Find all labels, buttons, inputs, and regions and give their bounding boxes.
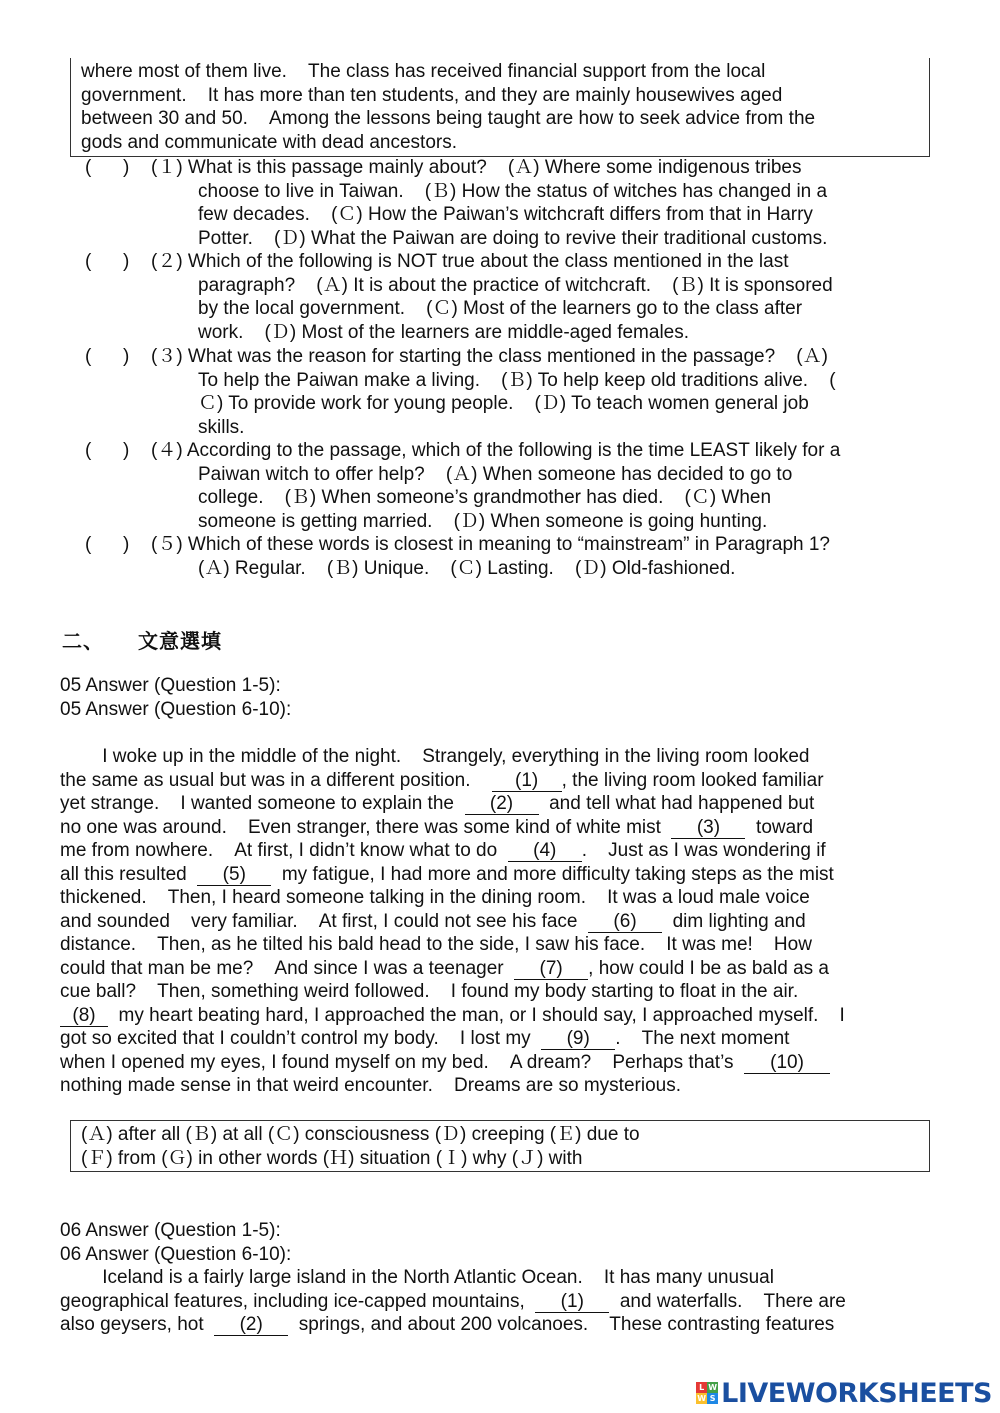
passage-text: and waterfalls. There are (609, 1290, 846, 1312)
answer-blank[interactable]: (1) (535, 1292, 609, 1313)
passage-text: distance. Then, as he tilted his bald head to the side, I saw his face. It was me! How (60, 934, 812, 955)
passage-box-line: where most of them live. The class has received financial support from the local (81, 61, 766, 82)
question-option-text: skills. (198, 416, 245, 438)
answer-bracket[interactable]: ( ) (85, 440, 130, 461)
answer-blank[interactable]: (10) (744, 1053, 830, 1074)
passage-text: got so excited that I couldn’t control my body. I lost my (60, 1028, 542, 1049)
answer-blank[interactable]: (6) (588, 912, 662, 933)
passage-text: the same as usual but was in a different position. (60, 769, 492, 791)
passage-line (60, 1313, 940, 1337)
question-option-line (85, 463, 945, 487)
question-option-text: Potter. (Ｄ) What the Paiwan are doing to revive their traditional customs. (198, 227, 828, 249)
answer-blank[interactable]: (7) (514, 959, 588, 980)
question-option-line (85, 510, 945, 534)
question-option-text: To help the Paiwan make a living. (Ｂ) To help keep old traditions alive. ( (198, 369, 836, 391)
passage-line (60, 910, 940, 934)
logo-mark-tile: W (708, 1383, 718, 1392)
section-number: 二、 (62, 631, 104, 653)
passage-text: , the living room looked familiar (561, 769, 824, 791)
question-5 (85, 533, 945, 580)
answer-label-05-a: 05 Answer (Question 1-5): (60, 675, 281, 696)
passage-line (60, 1290, 940, 1314)
passage-text: also geysers, hot (60, 1314, 215, 1335)
question-option-text: by the local government. (Ｃ) Most of the learners go to the class after (198, 298, 803, 319)
logo-mark-icon (696, 1382, 718, 1404)
passage-text: . Just as I was wondering if (581, 840, 826, 861)
passage-line (60, 933, 940, 957)
logo-mark-tile: L (696, 1382, 707, 1393)
question-row (85, 533, 945, 557)
passage-line (60, 816, 940, 840)
passage-line (60, 957, 940, 981)
answer-blank[interactable]: (8) (60, 1006, 108, 1027)
question-option-line (85, 557, 945, 581)
passage-line (60, 1266, 940, 1290)
question-4 (85, 439, 945, 533)
passage-line (60, 1027, 940, 1051)
answer-bracket[interactable]: ( ) (85, 251, 130, 272)
word-bank-line-2: (Ｆ) from (Ｇ) in other words (Ｈ) situation (Ｉ) why (Ｊ) with (81, 1147, 583, 1169)
question-stem: (１) What is this passage mainly about? (Ａ) Where some indigenous tribes (151, 157, 802, 178)
passage-line (60, 980, 940, 1004)
passage-text: . The next moment (615, 1028, 790, 1049)
passage-text: Iceland is a fairly large island in the North Atlantic Ocean. It has many unusual (60, 1267, 774, 1288)
question-option-line (85, 369, 945, 393)
question-option-text: few decades. (Ｃ) How the Paiwan’s witchcraft differs from that in Harry (198, 204, 813, 225)
passage-line (60, 745, 940, 769)
passage-text: and sounded very familiar. At first, I could not see his face (60, 910, 589, 932)
question-option-line (85, 227, 945, 251)
answer-label-06-b: 06 Answer (Question 6-10): (60, 1243, 292, 1265)
passage-line (60, 839, 940, 863)
answer-blank[interactable]: (2) (214, 1315, 288, 1336)
answer-blank[interactable]: (4) (508, 841, 582, 862)
passage-text: yet strange. I wanted someone to explain the (60, 793, 465, 814)
passage-line (60, 886, 940, 910)
passage-text: springs, and about 200 volcanoes. These contrasting features (288, 1314, 835, 1335)
passage-text: my fatigue, I had more and more difficulty taking steps as the mist (271, 863, 834, 885)
question-stem: (３) What was the reason for starting the class mentioned in the passage? (Ａ) (151, 346, 828, 367)
word-bank-box (70, 1120, 930, 1172)
passage-text: all this resulted (60, 863, 198, 885)
passage-line (60, 792, 940, 816)
passage-box-line: gods and communicate with dead ancestors. (81, 131, 457, 153)
passage-text: I woke up in the middle of the night. Strangely, everything in the living room looked (60, 746, 810, 767)
logo-mark-tile: S (707, 1393, 718, 1404)
question-option-line (85, 203, 945, 227)
answer-blank[interactable]: (2) (465, 794, 539, 815)
passage-text: geographical features, including ice-capped mountains, (60, 1290, 536, 1312)
answer-label-06-a: 06 Answer (Question 1-5): (60, 1220, 281, 1241)
question-option-text: work. (Ｄ) Most of the learners are middle-aged females. (198, 321, 690, 343)
answer-bracket[interactable]: ( ) (85, 534, 130, 555)
question-option-text: Paiwan witch to offer help? (Ａ) When someone has decided to go to (198, 463, 793, 485)
question-option-line (85, 321, 945, 345)
question-option-text: choose to live in Taiwan. (Ｂ) How the status of witches has changed in a (198, 180, 828, 202)
answer-blank[interactable]: (9) (541, 1029, 615, 1050)
cloze-passage-06 (60, 1266, 940, 1337)
section-title (62, 625, 222, 654)
question-option-line (85, 486, 945, 510)
passage-text: could that man be me? And since I was a teenager (60, 957, 515, 979)
question-stem: (２) Which of the following is NOT true about the class mentioned in the last (151, 251, 789, 272)
section-heading: 文意選填 (138, 631, 222, 653)
question-row (85, 345, 945, 369)
question-option-line (85, 180, 945, 204)
answer-bracket[interactable]: ( ) (85, 157, 130, 178)
answer-blank[interactable]: (1) (492, 771, 562, 792)
passage-text: and tell what had happened but (538, 793, 815, 814)
question-1 (85, 156, 945, 250)
passage-text: thickened. Then, I heard someone talking in the dining room. It was a loud male voice (60, 887, 810, 908)
passage-box-text (81, 60, 815, 154)
passage-line (60, 863, 940, 887)
question-option-line (85, 416, 945, 440)
passage-text: toward (745, 816, 814, 838)
logo-mark-tile: W (697, 1394, 707, 1403)
answer-bracket[interactable]: ( ) (85, 346, 130, 367)
question-row (85, 250, 945, 274)
question-option-line (85, 274, 945, 298)
answer-label-05-b: 05 Answer (Question 6-10): (60, 698, 292, 720)
passage-line (60, 1051, 940, 1075)
passage-box (70, 58, 930, 157)
cloze-passage-05 (60, 745, 940, 1098)
passage-text: my heart beating hard, I approached the man, or I should say, I approached myself. I (108, 1004, 845, 1026)
passage-text: , how could I be as bald as a (588, 957, 829, 979)
question-row (85, 439, 945, 463)
answer-blank[interactable]: (3) (671, 818, 745, 839)
question-option-text: (Ａ) Regular. (Ｂ) Unique. (Ｃ) Lasting. (Ｄ) Old-fashioned. (198, 557, 736, 579)
passage-box-line: government. It has more than ten students, and they are mainly housewives aged (81, 84, 783, 106)
question-option-text: paragraph? (Ａ) It is about the practice of witchcraft. (Ｂ) It is sponsored (198, 274, 833, 296)
passage-text: cue ball? Then, something weird followed. I found my body starting to float in the air. (60, 981, 799, 1002)
passage-text: me from nowhere. At first, I didn’t know what to do (60, 840, 508, 861)
question-option-text: Ｃ) To provide work for young people. (Ｄ) To teach women general job (198, 393, 809, 414)
question-option-line (85, 297, 945, 321)
question-stem: (５) Which of these words is closest in meaning to “mainstream” in Paragraph 1? (151, 534, 830, 555)
passage-text: when I opened my eyes, I found myself on my bed. A dream? Perhaps that’s (60, 1051, 745, 1073)
passage-text: dim lighting and (662, 910, 806, 932)
question-option-text: college. (Ｂ) When someone’s grandmother has died. (Ｃ) When (198, 487, 772, 508)
passage-line (60, 1004, 940, 1028)
liveworksheets-logo (696, 1376, 992, 1410)
question-stem: (４) According to the passage, which of the following is the time LEAST likely for a (151, 440, 841, 461)
question-3 (85, 345, 945, 439)
passage-text: nothing made sense in that weird encounter. Dreams are so mysterious. (60, 1075, 681, 1096)
passage-line (60, 769, 940, 793)
passage-line (60, 1074, 940, 1098)
question-option-text: someone is getting married. (Ｄ) When someone is going hunting. (198, 510, 768, 532)
question-2 (85, 250, 945, 344)
logo-text: LIVEWORKSHEETS (721, 1377, 992, 1409)
passage-box-line: between 30 and 50. Among the lessons being taught are how to seek advice from the (81, 108, 816, 129)
question-row (85, 156, 945, 180)
answer-blank[interactable]: (5) (197, 865, 271, 886)
word-bank-line-1: (Ａ) after all (Ｂ) at all (Ｃ) consciousness (Ｄ) creeping (Ｅ) due to (81, 1124, 640, 1145)
passage-text: no one was around. Even stranger, there was some kind of white mist (60, 816, 672, 838)
question-option-line (85, 392, 945, 416)
